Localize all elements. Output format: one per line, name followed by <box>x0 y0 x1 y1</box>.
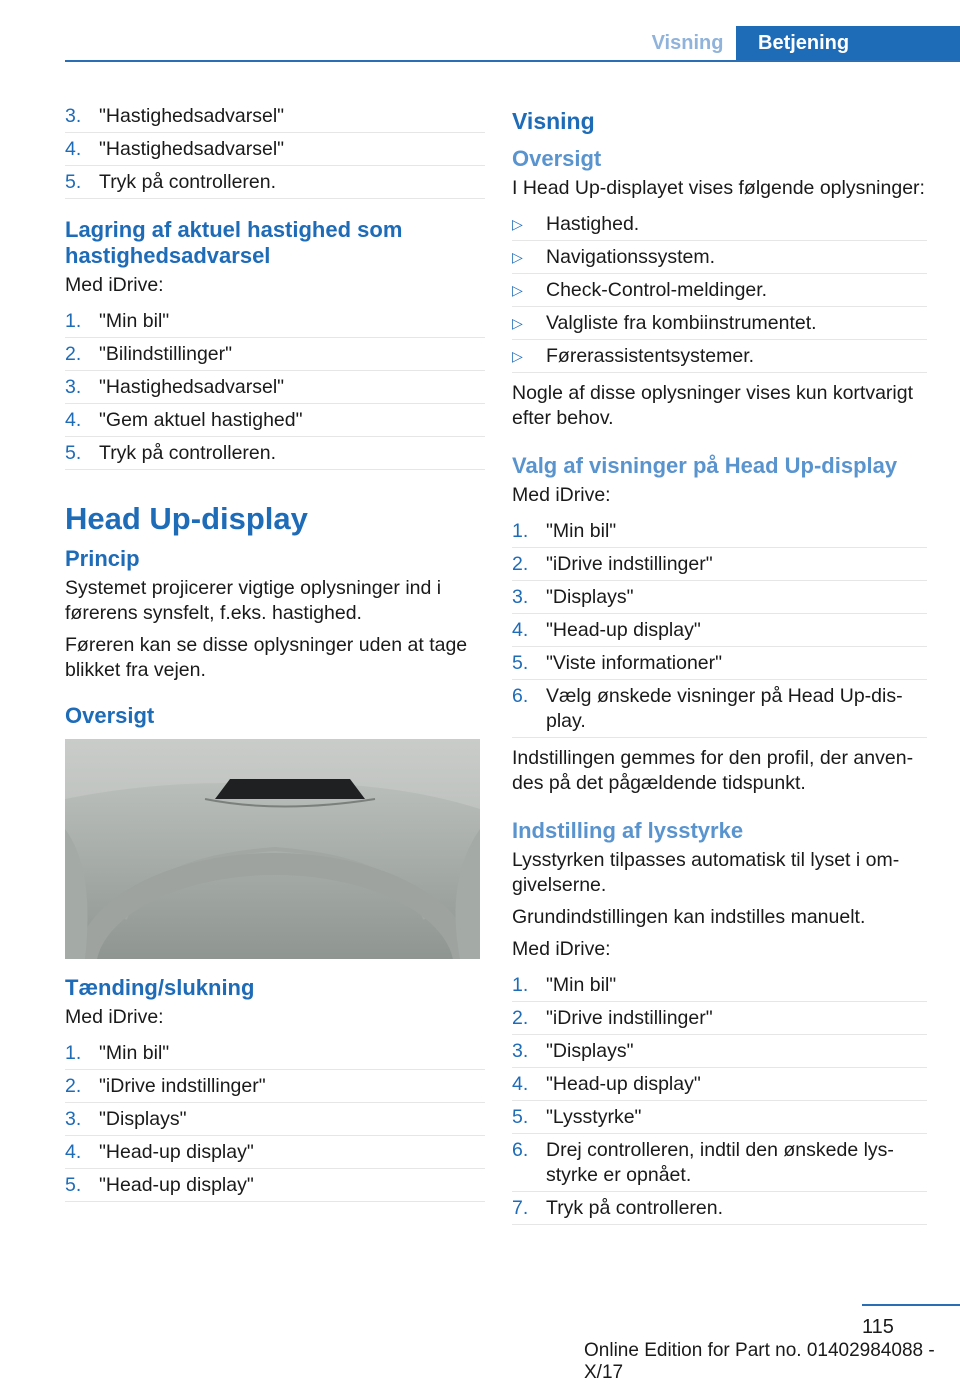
step-number: 7. <box>512 1197 529 1219</box>
left-column <box>65 100 485 1210</box>
step-item <box>512 1101 927 1134</box>
med-idrive-label-2: Med iDrive: <box>65 1006 164 1028</box>
heading-princip: Princip <box>65 546 140 571</box>
step-number: 6. <box>512 1139 529 1161</box>
nogle-text: Nogle af disse oplysninger vises kun kortvarigt efter behov. <box>512 382 914 429</box>
heading-oversigt-right: Oversigt <box>512 146 602 171</box>
heading-oversigt-left: Oversigt <box>65 703 155 728</box>
bullet-item <box>512 241 927 274</box>
step-text: Drej controlleren, indtil den ønskede lysstyrke er opnået. <box>546 1139 894 1186</box>
triangle-bullet-icon: ▷ <box>512 315 523 331</box>
step-number: 5. <box>512 652 529 674</box>
step-text: "Min bil" <box>99 1042 170 1064</box>
header-tab-betjening: Betjening <box>736 26 960 62</box>
indstillingen-text: Indstillingen gemmes for den profil, der anvendes på det pågældende tidspunkt. <box>512 747 914 794</box>
step-item <box>65 166 485 199</box>
step-text: "Gem aktuel hastighed" <box>99 409 303 431</box>
hud-projector-unit <box>215 779 365 799</box>
step-number: 5. <box>65 442 82 464</box>
step-item <box>65 1070 485 1103</box>
step-number: 3. <box>512 1040 529 1062</box>
step-item <box>512 515 927 548</box>
step-number: 3. <box>65 1108 82 1130</box>
step-text: "Hastighedsadvarsel" <box>99 376 285 398</box>
bullet-item <box>512 274 927 307</box>
bullet-item <box>512 208 927 241</box>
lysstyrke-text-2: Grundindstillingen kan indstilles manuelt. <box>512 906 866 928</box>
step-text: "Displays" <box>546 586 634 608</box>
step-number: 1. <box>512 520 529 542</box>
step-number: 2. <box>65 343 82 365</box>
step-number: 5. <box>65 171 82 193</box>
step-item <box>65 338 485 371</box>
step-text: "iDrive indstillinger" <box>546 1007 713 1029</box>
step-text: "Displays" <box>99 1108 187 1130</box>
step-item <box>65 305 485 338</box>
step-text: "Hastighedsadvarsel" <box>99 138 285 160</box>
heading-taending: Tænding/slukning <box>65 975 255 1000</box>
bullet-text: Hastighed. <box>546 213 640 235</box>
step-number: 2. <box>512 1007 529 1029</box>
princip-text-2: Føreren kan se disse oplysninger uden at tage blikket fra vejen. <box>65 634 468 681</box>
step-number: 5. <box>512 1106 529 1128</box>
step-text: "Min bil" <box>546 974 617 996</box>
step-item <box>512 581 927 614</box>
step-number: 1. <box>65 1042 82 1064</box>
info-bullet-list <box>512 208 927 373</box>
step-number: 3. <box>65 105 82 127</box>
steps-list-taending <box>65 1037 485 1202</box>
step-item <box>512 548 927 581</box>
bullet-text: Navigationssystem. <box>546 246 716 268</box>
step-item <box>65 371 485 404</box>
step-number: 4. <box>65 409 82 431</box>
step-item <box>512 1192 927 1225</box>
step-item <box>512 680 927 738</box>
head-up-display-illustration <box>65 739 480 959</box>
princip-text-1: Systemet projicerer vigtige oplysninger ind i førerens synsfelt, f.eks. hastighed. <box>65 577 442 624</box>
step-text: "Head-up display" <box>546 619 701 641</box>
step-text: "Viste informationer" <box>546 652 723 674</box>
step-text: "Min bil" <box>546 520 617 542</box>
step-item <box>65 1136 485 1169</box>
step-text: "Head-up display" <box>99 1141 254 1163</box>
heading-head-up-display: Head Up-display <box>65 501 308 536</box>
step-item <box>65 100 485 133</box>
oversigt-text: I Head Up-displayet vises følgende oplysninger: <box>512 177 925 199</box>
med-idrive-label-4: Med iDrive: <box>512 938 611 960</box>
step-number: 4. <box>65 1141 82 1163</box>
step-text: Tryk på controlleren. <box>99 442 277 464</box>
step-number: 6. <box>512 685 529 707</box>
step-text: "iDrive indstillinger" <box>99 1075 266 1097</box>
heading-valg: Valg af visninger på Head Up-display <box>512 453 898 478</box>
step-item <box>65 404 485 437</box>
step-number: 4. <box>65 138 82 160</box>
step-number: 3. <box>65 376 82 398</box>
heading-lysstyrke: Indstilling af lysstyrke <box>512 818 744 843</box>
steps-list-valg <box>512 515 927 738</box>
step-text: "iDrive indstillinger" <box>546 553 713 575</box>
bullet-item <box>512 307 927 340</box>
step-number: 4. <box>512 1073 529 1095</box>
step-item <box>512 1068 927 1101</box>
med-idrive-label: Med iDrive: <box>65 274 164 296</box>
footer-rule <box>862 1304 960 1306</box>
triangle-bullet-icon: ▷ <box>512 249 523 265</box>
triangle-bullet-icon: ▷ <box>512 282 523 298</box>
step-text: "Head-up display" <box>99 1174 254 1196</box>
step-number: 2. <box>65 1075 82 1097</box>
step-item <box>65 1169 485 1202</box>
step-number: 2. <box>512 553 529 575</box>
triangle-bullet-icon: ▷ <box>512 348 523 364</box>
steps-list-lagring <box>65 305 485 470</box>
step-number: 1. <box>65 310 82 332</box>
step-text: "Lysstyrke" <box>546 1106 642 1128</box>
right-column <box>512 100 927 1233</box>
page-number: 115 <box>862 1316 894 1338</box>
heading-lagring: Lagring af aktuel hastighed som hastighedsadvarsel <box>65 217 403 268</box>
step-item <box>65 437 485 470</box>
step-text: Vælg ønskede visninger på Head Up-display. <box>546 685 903 732</box>
step-number: 4. <box>512 619 529 641</box>
step-item <box>512 647 927 680</box>
med-idrive-label-3: Med iDrive: <box>512 484 611 506</box>
steps-list-lysstyrke <box>512 969 927 1225</box>
step-number: 3. <box>512 586 529 608</box>
steps-list-continued <box>65 100 485 199</box>
step-item <box>512 1134 927 1192</box>
bullet-text: Valgliste fra kombiinstrumentet. <box>546 312 817 334</box>
bullet-text: Check-Control-meldinger. <box>546 279 768 301</box>
step-number: 1. <box>512 974 529 996</box>
step-item <box>512 969 927 1002</box>
lysstyrke-text-1: Lysstyrken tilpasses automatisk til lyset i omgivelserne. <box>512 849 900 896</box>
step-item <box>512 614 927 647</box>
header-tab-visning: Visning <box>651 32 724 54</box>
step-text: "Displays" <box>546 1040 634 1062</box>
header-rule <box>65 60 960 62</box>
bullet-item <box>512 340 927 373</box>
bullet-text: Førerassistentsystemer. <box>546 345 755 367</box>
heading-visning: Visning <box>512 108 595 134</box>
step-text: Tryk på controlleren. <box>99 171 277 193</box>
step-item <box>65 1037 485 1070</box>
step-text: "Bilindstillinger" <box>99 343 233 365</box>
footer-edition: Online Edition for Part no. 01402984088 - X/17 <box>584 1340 935 1383</box>
step-text: "Hastighedsadvarsel" <box>99 105 285 127</box>
step-number: 5. <box>65 1174 82 1196</box>
triangle-bullet-icon: ▷ <box>512 216 523 232</box>
step-text: "Head-up display" <box>546 1073 701 1095</box>
step-item <box>65 133 485 166</box>
step-text: "Min bil" <box>99 310 170 332</box>
step-item <box>65 1103 485 1136</box>
step-item <box>512 1035 927 1068</box>
step-item <box>512 1002 927 1035</box>
step-text: Tryk på controlleren. <box>546 1197 724 1219</box>
